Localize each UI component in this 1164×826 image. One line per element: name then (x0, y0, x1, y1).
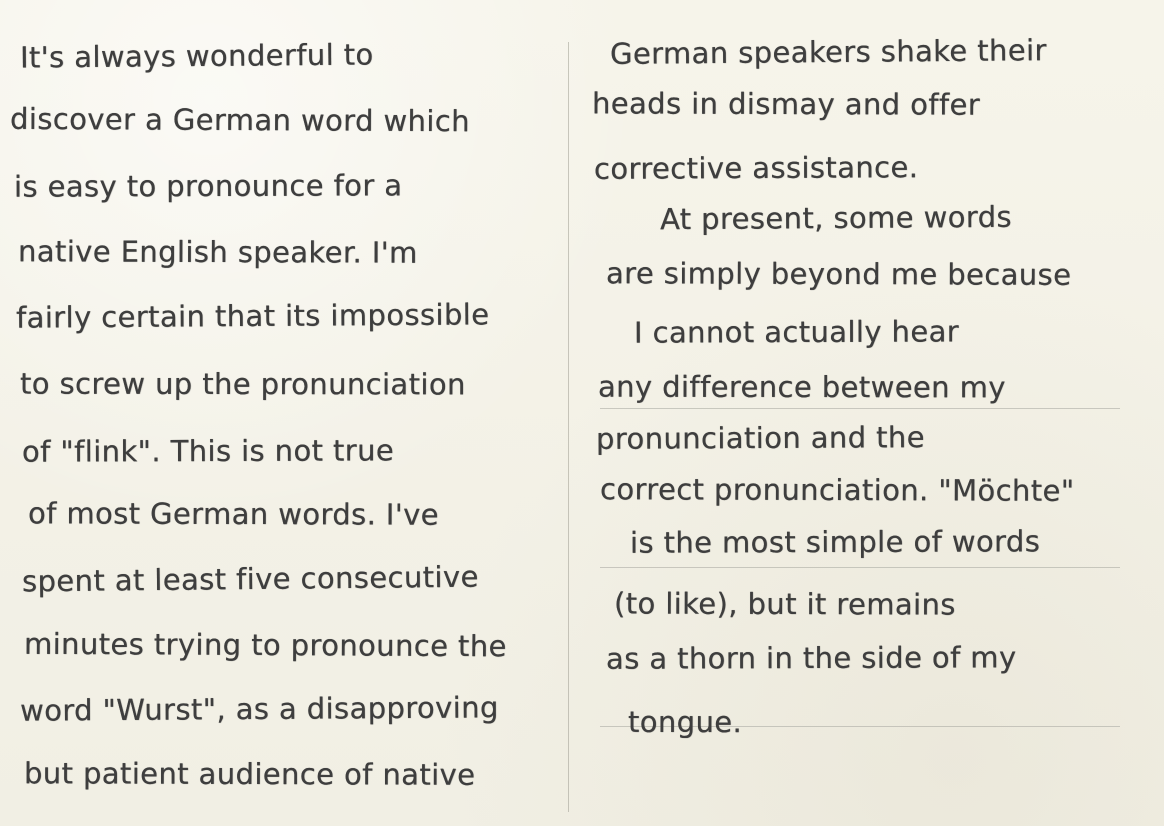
left-text-line: spent at least five consecutive (21, 559, 479, 599)
right-text-line: (to like), but it remains (613, 586, 956, 622)
left-text-line: native English speaker. I'm (17, 234, 418, 270)
center-divider (568, 42, 569, 812)
left-text-line: of "flink". This is not true (21, 433, 395, 469)
right-text-line: German speakers shake their (609, 33, 1047, 71)
right-text-line: pronunciation and the (595, 420, 925, 456)
right-text-line: At present, some words (659, 199, 1013, 237)
right-text-line: is the most simple of words (629, 524, 1041, 560)
left-text-line: is easy to pronounce for a (13, 168, 403, 204)
left-text-line: discover a German word which (9, 101, 471, 139)
left-text-line: fairly certain that its impossible (15, 297, 490, 335)
address-rule (600, 408, 1120, 409)
left-text-line: minutes trying to pronounce the (23, 626, 507, 664)
left-text-line: It's always wonderful to (19, 37, 374, 75)
right-text-line: any difference between my (597, 369, 1006, 405)
right-text-line: I cannot actually hear (633, 314, 960, 350)
right-text-line: heads in dismay and offer (591, 86, 981, 122)
left-text-line: word "Wurst", as a disapproving (19, 690, 499, 728)
right-text-line: are simply beyond me because (605, 256, 1072, 292)
right-text-line: correct pronunciation. "Möchte" (599, 472, 1075, 508)
left-text-line: but patient audience of native (23, 756, 476, 792)
right-text-line: as a thorn in the side of my (605, 640, 1017, 676)
right-text-line: corrective assistance. (593, 150, 919, 186)
address-rule (600, 567, 1120, 568)
left-text-line: to screw up the pronunciation (19, 366, 466, 402)
left-text-line: of most German words. I've (27, 496, 440, 532)
right-text-line: tongue. (627, 704, 743, 740)
